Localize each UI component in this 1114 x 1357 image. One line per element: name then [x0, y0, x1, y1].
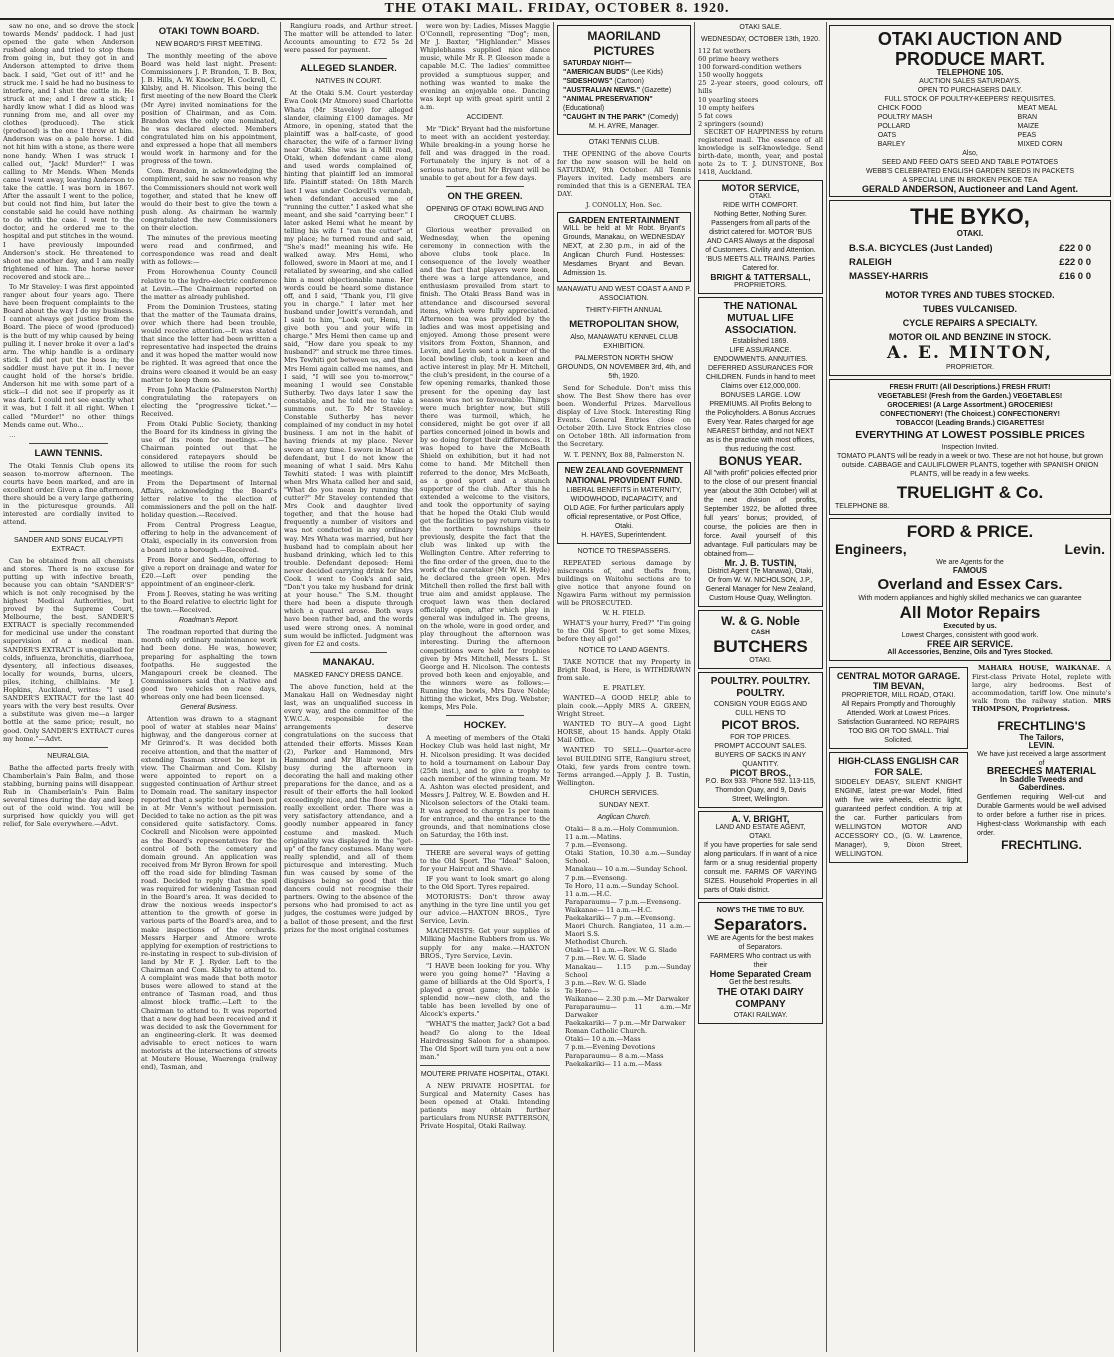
ad-text: TELEPHONE 88. [835, 503, 890, 511]
ad-title: GARDEN ENTERTAINMENT [568, 214, 680, 225]
ad-title: EVERYTHING AT LOWEST POSSIBLE PRICES [855, 429, 1085, 442]
hospital-heading: MOUTERE PRIVATE HOSPITAL, OTAKI. [420, 1070, 550, 1078]
ad-text: FOR TOP PRICES. [730, 733, 791, 741]
paragraph: REPEATED serious damage by miscreants of, and thefts from, buildings on Waitohu sections are to give notice that anyone found on Ngawira Farm without my permission will be PROSECUTED. [557, 558, 691, 608]
church-service-item: Waikanae— 2.30 p.m.—Mr Darwaker [565, 994, 689, 1003]
sale-item: 2 springers (sound) [698, 119, 764, 128]
ad-text: H. HAYES, Superintendent. [581, 531, 667, 539]
hockey-heading: HOCKEY. [463, 720, 507, 732]
ad-title: A. E. MINTON, [887, 343, 1053, 364]
manakau-heading: MANAKAU. [322, 656, 375, 668]
ad-text: The Tailors, [1019, 733, 1064, 743]
signature: E. PRATLEY. [603, 683, 645, 692]
column-rule [694, 22, 695, 1352]
ad-text: Gentlemen requiring Well-cut and Durable Garments would be well advised to order before a further rise in prices. Highest-class Workmanship with each order. [977, 793, 1106, 837]
notice-heading: Also, MANAWATU KENNEL CLUB EXHIBITION. [570, 333, 678, 350]
auction-item: MAIZE [1017, 123, 1039, 131]
sale-item: 100 forward-condition wethers [698, 63, 802, 72]
ad-text: OTAKI. [749, 656, 772, 664]
masthead: THE OTAKI MAIL. FRIDAY, OCTOBER 8. 1920. [0, 0, 1114, 20]
auction-item: POLLARD [877, 123, 911, 131]
ad-title: GERALD ANDERSON, Auctioneer and Land Agent. [861, 184, 1078, 195]
town-board-heading: OTAKI TOWN BOARD. [158, 26, 260, 37]
ad-title: PICOT BROS., [729, 767, 791, 778]
auction-item: BARLEY [877, 141, 906, 149]
sale-item: 5 fat cows [698, 111, 733, 120]
notice-heading: MANAWATU AND WEST COAST A AND P. ASSOCIATION. [557, 285, 691, 302]
garden-entertainment-ad [557, 212, 691, 282]
column-7 [829, 22, 1111, 1352]
classified-ad: "WHAT'S the matter, Jack? Got a bad head? Go along to the Ideal Hairdressing Saloon for a shampoo. The Old Sport will turn you out a new man." [420, 1020, 550, 1061]
sale-item: 10 empty heifers [698, 103, 755, 112]
auction-item: POULTRY MASH [877, 114, 933, 122]
church-service-item: 7 p.m.—Evensong. [565, 873, 628, 882]
classified-ad: "I HAVE been looking for you. Why were you going home?" "Having a game of billiards at the Old Sport's, I played a great game; the table is splendid now—new cloth, and the table has been levelled by one of Alcock's experts." [420, 961, 550, 1019]
ad-title: BONUS YEAR. [718, 453, 803, 468]
neuralgia-heading: NEURALGIA. [47, 752, 90, 760]
ad-title: PICOT BROS. [721, 717, 800, 732]
church-service-item: Roman Catholic Church. [565, 1027, 648, 1036]
church-service-item: Paraparaumu— 8 a.m.—Mass [565, 1051, 664, 1060]
notice-heading: PALMERSTON NORTH SHOW GROUNDS, ON NOVEMBER 3rd, 4th, and 5th, 1920. [557, 354, 691, 380]
ad-text: If you have properties for sale send along particulars. If in want of a nice farm or a snug residential property consult me. FARMS OF VARYING SIZES. Household Properties in all parts of Otaki district. [704, 842, 817, 895]
sale-item: 60 prime heavy wethers [698, 55, 779, 64]
provident-fund-ad [557, 462, 691, 544]
auction-item: CHICK FOOD [877, 105, 922, 113]
signature: W. T. PENNY, Box 88, Palmerston N. [563, 450, 685, 459]
ad-text: PROMPT ACCOUNT SALES. [714, 742, 807, 750]
classified-ad: WANTED TO SELL—Quarter-acre level BUILDING SITE, Rangiuru street, Otaki, few yards from centre town. Terms arranged.—Apply J. B. Tustin, Wellington. [557, 746, 691, 787]
ad-text: LIFE ASSURANCE. ENDOWMENTS. ANNUITIES. DEFERRED ASSURANCES FOR CHILDREN. Funds in hand to meet Claims over £12,000,000. BONUSES LARGE. LOW PREMIUMS. All Profits Belong to the Policyholders. A Bonus Accrues Every Year. Rates charged for age NEAREST birthday, and not NEXT as is the practice with most offices, thus reducing the cost. [705, 346, 816, 453]
ad-title: FRECHTLING. [1001, 837, 1082, 852]
paragraph: A meeting of members of the Otaki Hockey Club was held last night, Mr H. Nicolson presiding. It was decided to hold a tournament on Labour Day (25th inst.), and to give a trophy to each member of the winning team. Mr A. Ashton was elected president, and Messrs J. Paltrey, W. E. Bowden and H. Nicolson selectors of the Otaki team. It was agreed to charge 1s per team for entrance, and the entrance to the grounds, and that nominations close on Saturday, the 16th inst. [420, 734, 550, 840]
church-service-item: Otaki— 8 a.m.—Holy Communion. [565, 824, 680, 833]
ad-text: AUCTION SALES SATURDAYS. [919, 78, 1021, 86]
ad-text: WEBB'S CELEBRATED ENGLISH GARDEN SEEDS IN PACKETS [865, 168, 1074, 176]
church-service-item: Paekakariki— 7 p.m.—Evensong. [565, 913, 676, 922]
church-service-item: Methodist Church. [565, 938, 628, 947]
ad-text: All Repairs Promptly and Thoroughly Attended. Work at Lowest Prices. Satisfaction Guaranteed. NO REPAIRS TOO BIG OR TOO SMALL. Trial Solicited. [837, 700, 960, 744]
notice-heading: NOTICE TO TRESPASSERS. [577, 547, 671, 555]
film-item: "ANIMAL PRESERVATION" (Educational) [563, 96, 653, 112]
ad-text: LIBERAL BENEFITS in MATERNITY, WIDOWHOOD, INCAPACITY, and OLD AGE. For further particulars apply official representative, or Post Office, Otaki. [563, 486, 685, 530]
sale-item: 112 fat wethers [698, 47, 751, 55]
column-rule [137, 22, 138, 1352]
paragraph: From Borer and Seddon, offering to give a report on drainage and water for £20.—Left over pending the appointment of an engineer-clerk. [141, 555, 277, 588]
paragraph: Glorious weather prevailed on Wednesday, when the opening ceremony in connection with the above clubs took place. In consequence of the lovely weather and the fact that players were keen, there was a large attendance, and enthusiasm prevailed from start to finish. The Otaki Brass Band was in attendance and discoursed several items, which were fully appreciated. Afternoon tea was provided by the ladies and was most appetising and enjoyed. Among those present were visitors from Foxton, Shannon, and Levin, and Levin sent a number of the local bowling club, took a keen and active interest in play. Mr H. Mitchell, the club's president, in the course of a few opening remarks, thanked those present for the opening day last season was not so favourable. Things were much brighter now, but still there was turmoil, which, he considered, might be got over if all parties concerned joined in bowls and by so doing forget their differences. It was hoped to have the McBeath Shield on exhibition, but it had not come to hand. Mr Mitchell then referred to the donor, Mrs McBeath, as a good sport and a staunch supporter of the club. After this he extended a welcome to the visitors, and took the opportunity of saying that he hoped the Otaki Club would get the facilities to pay return visits to the northern townships their previously, despite the fact that the club was linked up with the Wellington Centre. After referring to the fine order of the green, due to the work of the caretaker (Mr W. H. Hyde) he declared the green open. Mrs Mitchell then rolled the first ball with true aim and amidst applause. The croquet lawn was then declared officially open, after which play in general was indulged in. The greens, on the whole, were in good order, and play throughout the afternoon was interesting. During the afternoon competitions were held for trophies given by Mrs Mitchell, Messrs L. St George and H. Nicolson. The contests proved both keen and enjoyable, and the winners were as follows:—Running the bowls, Mrs Dave Noble; hitting the wicket, Mrs Dug. Webster; kemps, Mrs Pole. [420, 225, 550, 712]
car-for-sale-ad [829, 752, 968, 863]
ad-text: OTAKI. [956, 229, 984, 239]
auction-mart-ad [829, 25, 1111, 197]
church-service-item: Waikanae— 11 a.m.—H.C. [565, 905, 653, 914]
ad-text: We have just received a large assortment of [977, 751, 1106, 768]
classified-ad: THERE are several ways of getting to the Old Sport. The "Ideal" Saloon, for your Haircut and Shave. [420, 848, 550, 873]
ad-text: FULL STOCK OF POULTRY-KEEPERS' REQUISITES. [884, 96, 1056, 104]
ad-text: OTAKI RAILWAY. [733, 1012, 788, 1020]
ad-text: PROPRIETOR. [945, 364, 995, 372]
ad-text: OPEN TO PURCHASERS DAILY. [917, 87, 1023, 95]
signature: J. CONOLLY, Hon. Sec. [585, 200, 663, 209]
film-item: "AMERICAN BUDS" (Lee Kids) [563, 69, 663, 76]
story-filler: … [9, 430, 16, 439]
auction-item: BRAN [1017, 114, 1037, 122]
church-service-item: Manakau— 10 a.m.—Sunday School. [565, 865, 688, 874]
slander-heading: ALLEGED SLANDER. [300, 63, 397, 75]
auction-item: MIXED CORN [1017, 141, 1063, 149]
column-rule [280, 22, 281, 1352]
ad-text: GROCERIES! (A Large Assortment.) GROCERIES! [887, 402, 1053, 410]
ad-text: PROPRIETORS. [734, 281, 787, 289]
sale-date: WEDNESDAY, OCTOBER 13th, 1920. [700, 36, 821, 43]
paragraph: TAKE NOTICE that my Property in Bright Road, is Here, is WITHDRAWN from sale. [557, 657, 691, 682]
ad-title: Separators. [713, 915, 808, 935]
paragraph: Send for Schedule. Don't miss this show. The Best Show there has ever been. Wonderful Prizes. Marvellous display of Live Stock. Interesting Ring Events. General Entries close on October 20th. Live Stock Entries close on October 18th. All information from the Secretary. [557, 383, 691, 449]
ad-text: Get the best results. [729, 979, 792, 987]
paragraph: From John Mackie (Palmerston North) congratulating the ratepayers on electing the "progressive ticket."—Received. [141, 385, 277, 419]
show-title: METROPOLITAN SHOW, [569, 318, 679, 330]
sanders-body: Can be obtained from all chemists and stores. There is no excuse for putting up with infective breath, because you can obtain "SANDER'S" which is not only recognised by the highest Medical Authorities, but proved by the Supreme Court, Melbourne, the best. SANDER'S EXTRACT is specially recommended for medicinal use under the constant supervision of a medical man. SANDER'S EXTRACT is unequalled for colds, influenza, bronchitis, diarrhoea, dysentery, all infectious diseases, locally for wounds, burns, ulcers, piles, itching, chilblains. Mr J. Hopkins, Auckland, writes: "I used SANDER'S EXTRACT for the last 40 years with the very best results. Over a substitute was given me—a larger bottle at the same price; result, no good. Only SANDER'S EXTRACT cures my home."—Advt. [3, 556, 134, 743]
paragraph: The minutes of the previous meeting were read and confirmed, and correspondence was read and dealt with as follows:— [141, 234, 277, 267]
otaki-dairy-ad [698, 902, 823, 1024]
paragraph: At the Otaki S.M. Court yesterday Ewa Cook (Mr Atmore) sued Charlotte Whata (Mr Staveley) for alleged slander, claiming £100 damages. Mr Atmore, in opening, stated that the plaintiff was a half-caste, of good character, the wife of a farmer living near Otaki. She was in a Mill road, Otaki, when defendant came along and used words complained of, hinting that plaintiff led an immoral life. Plaintiff stated: On 18th March last I was under Cockrell's verandah, when defendant accused me of "running the cutter." I asked what she meant, and she said "carrying beer." I later asked Hemi what he meant by telling his wife I "ran the cutter" at my place; he turned round and said, "She's mad!" meaning his wife. He walked away. Mrs Hemi, who followed, swore in Maori at me, and I retaliated by swearing, and she called him a most objectionable name. Her words could be heard some distance off, and I said, "Thank you, I'll give you in charge." I later met her husband under Jowitt's verandah, and I said to him, "Look out, Hemi, I'll give both you and your wife in charge." Mrs Hemi then came up and said, "How dare you speak to my husband?" and struck me three times. Mrs Tewhiti got between us, and then Mrs Hemi again called me names, and I said, "I will see you to-morrow," meaning I would see Constable Sutherby. Two days later I saw the constable, and he told me to take a summons out. To Mr Staveley: Constable Sutherby has never complained of my conduct in my hotel business. I am not in the habit of having friends at my place. Never swore at any time. I swore in Maori at defendant, but I do not know the meaning of what I said. Mrs Kahu Tewhiti stated: I was with plaintiff when Mrs Whata called her and said, "What do you mean by running the cutter?" Mr Staveley contended that Mrs Cook and daughter lived together, and that the house had frequently a number of visitors and was not conducted in any ordinary way. Mrs Whata was married, but her husband had to complain about her husband drinking, which led to this trouble. Defendant deposed: Hemi never decided carrying drink for Mrs Cook. I went to Cook's and said, "Don't you take my husband for drink at your house." The S.M. thought there had been a dispute through which a quarrel arose. Both ways have been rather bad, and the words used were strong ones. A nominal sum would be inflicted. Judgment was given for £2 and costs. [284, 89, 413, 648]
notice-heading: CHURCH SERVICES. [589, 789, 659, 797]
paragraph: THE OPENING of the above Courts for the new season will be held on SATURDAY, 9th October. All Tennis Players invited. Lady members are reminded that this is a GENERAL TEA DAY. [557, 150, 691, 199]
film-item: "AUSTRALIAN NEWS." (Gazette) [563, 87, 672, 94]
paragraph: From Otaki Public Society, thanking the Board for its kindness in giving the use of its room for meetings.—The Chairman pointed out that he considered ratepayers should be allowed to utilise the room for such meetings. [141, 420, 277, 477]
ad-text: CONFECTIONERY! (The Choicest.) CONFECTIONERY! [880, 411, 1060, 419]
ad-text: Executed by us. [943, 623, 997, 631]
paragraph: Com. Brandon, in acknowledging the compliment, said he saw no reason why the Commissioners should not work well together, and stated that he knew off would do their best to give the town a push along. As chairman he warmly congratulated the new Commissioners on their election. [141, 167, 277, 232]
ad-text: SEED AND FEED OATS SEED AND TABLE POTATOES [881, 159, 1059, 167]
ad-text: TUBES VULCANISED. [922, 304, 1017, 315]
ford-subline: Engineers, Levin. [835, 541, 1105, 558]
paragraph: The above function, held at the Manakau Hall on Wednesday night last, was an unqualified success in every way, and the committee of the Y.W.C.A. responsible for the arrangements deserve congratulations on the success that attended their efforts. Misses Kean (2), Parker and Hammond, Mrs Hammond and Mr Blair were very busy during the afternoon in decorating the hall and making other preparations for the dance, and as a result of their efforts the hall looked exceedingly nice, and the floor was in really excellent order. There was a very satisfactory attendance, and a goodly number appeared in fancy costume and masked. Much originality was displayed in the "get-up" of the fancy costumes. Many were really splendid, and all of them picturesque and interesting. Much fun was caused by some of the disguises being so good that the dancers could not recognise their partners. Owing to the absence of the persons who had promised to act as judges, the costumes were judged by a ballot of those present, and the first prizes for the most original costumes [284, 682, 413, 934]
column-5 [557, 22, 691, 1352]
paragraph: Mr "Dick" Bryant had the misfortune to meet with an accident yesterday. While breaking-in a young horse he fell and was dragged in the road. Fortunately the injury is not of a serious nature, but Mr Bryant will be unable to get about for a few days. [420, 125, 550, 182]
ad-text: CASH [751, 628, 770, 636]
ad-title: MAORILAND PICTURES [587, 29, 661, 58]
church-service-item: Otaki— 10 a.m.—Mass [565, 1035, 641, 1044]
ad-text: FREE AIR SERVICE. [926, 639, 1014, 650]
ad-title: BRIGHT & TATTERSALL, [710, 271, 811, 282]
church-service-item: Otaki— 11 a.m.—Rev. W. G. Slade [565, 946, 677, 955]
ad-text: VEGETABLES! (Fresh from the Garden.) VEGETABLES! [877, 393, 1063, 401]
ford-price-ad [829, 518, 1111, 661]
ad-text: TOMATO PLANTS will be ready in a week or two. These are not hot house, but grown outside. CABBAGE and CAULIFLOWER PLANTS, together with SPANISH ONION PLANTS, will be ready in a few weeks. [837, 453, 1103, 479]
ad-title: BUTCHERS [713, 636, 808, 656]
classified-ad: WANTED TO BUY—A good Light HORSE, about 15 hands. Apply Otaki Mail Office. [557, 720, 691, 745]
ad-text: WE are Agents for the best makes of Separators. [707, 935, 814, 952]
central-garage-ad [829, 667, 968, 748]
signature: W. H. FIELD. [602, 609, 646, 618]
classified-ad: WHAT'S your hurry, Fred?" "I'm going to the Old Sport to get some Mixes, before they all go!" [557, 619, 691, 644]
ad-title: THE NATIONAL MUTUAL LIFE ASSOCIATION. [723, 300, 798, 336]
neuralgia-body: Bathe the affected parts freely with Chamberlain's Pain Balm, and those stabbing, burning pains will disappear. Rub in Chamberlain's Pain Balm several times during the day and keep out of the cold wind. You will be surprised how quickly you will get relief, for Sale everywhere.—Advt. [3, 763, 134, 829]
classified-ad: MACHINISTS: Get your supplies of Milking Machine Rubbers from us. We supply for any make.—HAXTON BROS., Tyre Service, Levin. [420, 927, 550, 960]
fresh-fruit-ad [829, 379, 1111, 515]
ad-text: FAMOUS [952, 566, 988, 576]
ad-text: All Accessories, Benzine, Oils and Tyres Stocked. [887, 649, 1053, 657]
lawn-tennis-heading: LAWN TENNIS. [34, 447, 103, 459]
ad-text: Nothing Better, Nothing Surer. Passengers from all parts of the district catered for. MOTOR 'BUS AND CARS Always at the disposal of Customers. Civility and Attention. 'BUS MEETS ALL TRAINS. Parties Catered for. [705, 210, 816, 272]
manakau-subheading: MASKED FANCY DRESS DANCE. [293, 671, 404, 679]
notice-heading: NOTICE TO LAND AGENTS. [578, 646, 670, 654]
general-business-heading: General Business. [180, 704, 238, 712]
ad-text: NOW'S THE TIME TO BUY. [716, 907, 805, 915]
story-continued: saw no one, and so drove the stock towards Mends' paddock. I had just opened the gate when Anderson rushed along and tried to stop them from going in, but they got in and Anderson attempted to drive them back. I said, "Get out of it!" and he struck me. I said he had no business to interfere, and I shut the cattle in. He struck at me; and I drew a stick; I hardly know what I did as blood was running from me, and all over my clothes (produced). The stick (produced) is the one I threw at him. Anderson was on a pale horse. I did not hit him with a stone, as there were none handy. When I was struck I called out, "Jack! Murder!" I was calling to Mr Mends. When Mends came I went away, leaving Anderson to take the cattle. I was born in 1867. After the assault I went to the police, but could not find him, but later the constable said he could have nothing to do with the case. I went to the doctor, and he ordered me to the hospital and put stitches in the wound. I have previously impounded Anderson's stock. He threatened to shoot me another day, and I am really frightened of him. The horse never recovered and stock are... [3, 22, 134, 281]
paragraph: From J. Reeves, stating he was writing to the Board relative to electric light for the town.—Received. [141, 590, 277, 615]
ad-title: TRUELIGHT & Co. [896, 483, 1044, 503]
slander-subheading: NATIVES IN COURT. [315, 78, 382, 86]
church-service-item: Te Horo, 11 a.m.—Sunday School. [565, 881, 679, 890]
national-mutual-ad [698, 297, 823, 607]
ad-title: FRECHTLING'S [997, 719, 1086, 734]
ad-text: In Saddle Tweeds and Gaberdines. [1000, 775, 1083, 793]
ad-text: We are Agents for the [936, 559, 1004, 567]
green-subheading: OPENING OF OTAKI BOWLING AND CROQUET CLUBS. [426, 205, 544, 222]
bottom-right-column [972, 664, 1111, 865]
maoriland-pictures-ad [557, 25, 691, 135]
paragraph: The roadman reported that during the month only ordinary maintenance work had been done. He was, however, preparing for asphalting the town footpaths. He suggested the Mangapouri creek be cleaned. The Commissioners said that a Native and good two vehicles on race days, whereas only one had been licensed. [141, 628, 277, 702]
ad-title: FORD & PRICE. [906, 522, 1034, 542]
ad-text: MOTOR OIL AND BENZINE IN STOCK. [888, 332, 1052, 343]
ad-text: With modern appliances and highly skilled mechanics we can guarantee [858, 595, 1082, 603]
film-item: "CAUGHT IN THE PARK" (Comedy) [563, 114, 679, 121]
bright-land-agent-ad [698, 811, 823, 899]
notice-heading: THIRTY-FIFTH ANNUAL [585, 306, 663, 314]
sale-heading: OTAKI SALE. [739, 24, 782, 31]
notice-heading: OTAKI TENNIS CLUB. [588, 139, 660, 146]
ad-text: Inspection Invited. [941, 444, 999, 452]
paragraph: From the Department of Internal Affairs, acknowledging the Board's letter relative to the election of commissioners and the poll on the half-holiday question.—Received. [141, 478, 277, 520]
column-1 [3, 22, 134, 1352]
church-service-item: Paekakariki— 11 a.m.—Mass [565, 1059, 662, 1068]
auction-items-right [1018, 104, 1063, 149]
bicycle-row: MASSEY-HARRIS £16 0 0 [849, 271, 1091, 283]
ad-title: Home Separated Cream [709, 969, 812, 980]
ad-title: All Motor Repairs [899, 603, 1041, 623]
ad-text: LEVIN. [1028, 741, 1055, 751]
ad-title: POULTRY. POULTRY. POULTRY. [710, 675, 811, 699]
ad-text: LAND AND ESTATE AGENT, OTAKI. [715, 824, 806, 841]
notice-heading: SUNDAY NEXT. [598, 801, 650, 809]
mahara-house-ad: MAHARA HOUSE, WAIKANAE. A First-class Private Hotel, replete with large, airy bedrooms. Best of accommodation, tariff low. One minute's walk from the railway station. MRS THOMPSON, Proprietress. [972, 664, 1111, 713]
picot-bros-ad [698, 672, 823, 808]
ad-title: CENTRAL MOTOR GARAGE. [836, 671, 961, 682]
story-cross-exam: To Mr Staveley: I was first appointed ranger about four years ago. There have been frequent complaints to the Board about the way I do my business. I cannot always get justice from the Board. The piece of wood (produced) is the butt of my whip caused by being pulling it. I never broke it over a lad's arm. The whip handle is a ordinary stick. I did not put the boss in; the saddler must have put it in. I never caught hold of the horse's bridle. Anderson hit me with some part of a stick—I did not see if properly as it was dark. I could not see exactly what it was, but I felt it all right. When I called "Murder!" no other things Mends came out. Who... [3, 283, 134, 429]
column-6 [698, 22, 823, 1352]
auction-item: OATS [877, 132, 897, 140]
film-item: "SIDESHOWS" (Cartoon) [563, 78, 644, 85]
sale-item: 150 woolly hoggets [698, 71, 763, 80]
paragraph: From Central Progress League, offering to help in the advancement of Otaki, especially in its conversion from a board into a borough.—Received. [141, 521, 277, 554]
church-service-item: 7 p.m.—Rev. W. G. Slade [565, 954, 647, 963]
paragraph: From Horowhenua County Council relative to the hydro-electric conference at Levin.—The Chairman reported on the matter as already published. [141, 268, 277, 301]
ad-title: OTAKI AUCTION AND PRODUCE MART. [877, 29, 1063, 69]
church-service-item: 7 p.m.—Evening Devotions [565, 1043, 656, 1052]
ad-text: M. H. AYRE, Manager. [589, 123, 659, 130]
church-service-item: Maori Church. Rangiatea, 11 a.m.—Maori S.S. [565, 922, 691, 939]
sale-item: 10 yearling steers [698, 95, 759, 104]
ad-text: PROPRIETOR, MILL ROAD, OTAKI. [841, 691, 956, 699]
column-2 [141, 22, 277, 1352]
ad-title: TIM BEVAN, [872, 681, 925, 692]
classified-ad: WANTED—A GOOD HELP, able to plain cook.—Apply MRS A. GREEN, Wright Street. [557, 693, 691, 719]
ad-text: Also, [962, 150, 978, 158]
frechtling-ad [972, 716, 1111, 855]
church-service-item: Otaki Station, 10.30 a.m.—Sunday School. [565, 849, 691, 866]
paragraph: SECRET OF HAPPINESS by return registered mail. The essence of all knowledge is self-knowledge. Send birth-date, month, year, and postal note 2s to T. J. DUNSTONE, Box 1418, Auckland. [698, 127, 823, 177]
noble-butchers-ad [698, 610, 823, 669]
bicycle-row: B.S.A. BICYCLES (Just Landed) £22 0 0 [849, 243, 1091, 255]
ad-text: All "with profit" policies effected prior to the close of our present financial year (about the 30th October) will at the next division of profits, September 1922, be allotted three full years' bonus; provided, of course, the policies are then in force. Avail yourself of this advantage. Full particulars may be obtained from— [704, 469, 817, 558]
church-service-item: Manakau— 1.15 p.m.—Sunday School [565, 962, 691, 979]
bicycle-price-list [835, 238, 1105, 288]
ad-title: W. & G. Noble [721, 613, 800, 628]
church-service-item: Paraparaumu— 11 a.m.—Mr Darwaker [565, 1003, 691, 1020]
ad-text: TOBACCO! (Leading Brands.) CIGARETTES! [895, 420, 1045, 428]
ad-title: Overland and Essex Cars. [877, 576, 1063, 594]
classified-ad: MOTORISTS: Don't throw away anything in the tyre line until you get our advice.—HAXTON BROS., Tyre Service, Levin. [420, 893, 550, 926]
paragraph: A NEW PRIVATE HOSPITAL for Surgical and Maternity Cases has been opened at Otaki. Intending patients may obtain further particulars from NURSE PATTERSON, Private Hospital, Otaki Railway. [420, 1081, 550, 1131]
ad-text: FARMERS Who contract us with their [710, 953, 811, 970]
column-4 [420, 22, 550, 1352]
ad-text: CONSIGN YOUR EGGS AND CULL HENS TO [713, 700, 808, 717]
ad-text: MOTOR TYRES AND TUBES STOCKED. [885, 290, 1055, 301]
ad-title: THE BYKO, [910, 204, 1030, 230]
ad-text: WILL be held at Mr Robt. Bryant's Grounds, Manakau, on WEDNESDAY NEXT, at 2.30 p.m., in aid of the Anglican Church Fund. Hostesses: Mesdames Bryant and Bevan. Admission 1s. [563, 224, 685, 277]
church-service-item: 7 p.m.—Evensong. [565, 841, 628, 850]
classified-ad: IF you want to look smart go along to the Old Sport. Tyres repaired. [420, 874, 550, 891]
column-rule [416, 22, 417, 1352]
ad-title: THE OTAKI DAIRY COMPANY [717, 987, 804, 1011]
sanders-heading: SANDER AND SONS' EUCALYPTI EXTRACT. [14, 536, 123, 553]
church-services-list [557, 825, 691, 1068]
motor-service-ad [698, 180, 823, 294]
bicycle-row: RALEIGH £22 0 0 [849, 257, 1091, 269]
paragraph: Rangiuru roads, and Arthur street. The matter will be attended to later. Accounts amounting to £72 5s 2d were passed for payment. [284, 22, 413, 55]
byko-ad [829, 200, 1111, 376]
ad-text: Established 1869. [732, 337, 789, 345]
paragraph: The monthly meeting of the above Board was held last night. Present: Commissioners J. P. Brandon, T. B. Box, J. B. Hills, A. W. Knocker, H. Cockrell, C. Kilsby, and H. Nicolson. This being the first meeting of the new Board the Clerk (Mr Ayre) invited nominations for the position of Chairman, and as Com. Brandon was the only one nominated, he was declared elected. Members congratulated him on his appointment, and expressed a hope that all members would work in harmony and for the progress of the town. [141, 52, 277, 166]
ad-title: BREECHES MATERIAL [986, 766, 1097, 778]
church-service-item: Paekakariki— 7 p.m.—Mr Darwaker [565, 1019, 686, 1028]
ad-title: MOTOR SERVICE, [721, 182, 800, 193]
ad-text: FRESH FRUIT! (All Descriptions.) FRESH FRUIT! [889, 384, 1051, 392]
auction-item: MEAT MEAL [1017, 105, 1058, 113]
film-list [563, 68, 685, 122]
auction-items [835, 104, 1105, 149]
church-service-item: 11 a.m.—H.C. [565, 889, 612, 898]
ad-text: SATURDAY NIGHT— [563, 60, 632, 67]
ad-text: RIDE WITH COMFORT. [723, 201, 798, 209]
paragraph: Attention was drawn to a stagnant pool of water at stables near Mains' highway, and the dangerous corner at Mr Grinrod's. It was decided both receive attention, and that the matter of extending Tasman street be kept in view. The Chairman and Com. Kilsby were appointed to report on a suggested continuation of Arthur street to Domain road. The sanitary inspector reported that a septic tool had been put in at Mr Venn's without permission. Decided to take no action as the pit was considered quite satisfactory. Coms. Cockrell and Nicolson were appointed as the Board's representatives for the control of both the cemetery and domain ground. An application was received from Mr Byron Brown for spoil off the road side for blinding Tasman road. Decided to reply that the spoil was required for widening Tasman road in the Board's area. It was decided to draw the noxious weeds inspector's attention to the growth of gorse in various parts of the Board's area, and to make inspections of the orchards. Messrs Harper and Atmore wrote applying for exemption of restrictions to re-instating in respect to sub-division of land by Mr F. J. Ryder. Left to the Chairman and Com. Kilsby to attend to. A complaint was made that both motor buses were allowed to stand at the entrance of Tasman road, and thus almost block traffic.—Left to the Chairman to attend to. It was reported that a new dog had been received and it was decided to ask the Government for an engineering-clerk. It was deemed advisable to erect notices to warn motorists at the intersections of streets at Moutere House, Waerenga (railway end), Tasman, and [141, 715, 277, 1072]
roadman-heading: Roadman's Report. [178, 617, 240, 625]
ad-text: CYCLE REPAIRS A SPECIALTY. [902, 318, 1038, 329]
ad-text: OTAKI. [749, 192, 772, 200]
church-service-item: Te Horo— [565, 986, 599, 995]
ad-text: P.O. Box 933. 'Phone 592. 113-115, Thorndon Quay, and 9, Davis Street, Wellington. [705, 777, 816, 803]
sale-list [698, 47, 823, 128]
ad-title: Mr. J. B. TUSTIN, [724, 557, 797, 568]
notice-heading: Anglican Church. [597, 813, 651, 821]
paragraph: were won by: Ladies, Misses Maggie O'Connell, representing "Dog"; men, Mr J. Baxter, "Highlander." Misses Whiplebhams supplied nice dance music, while Mr R. P. Gleeson made a capable M.C. The ladies' committee provided a sumptuous supper, and nothing was wanted to make the evening an enjoyable one. Dancing was kept up with great spirit until 2 a.m. [420, 22, 550, 111]
ad-text: SIDDELEY DEASY, SILENT KNIGHT ENGINE, latest pre-war Model, fitted with five wire wheels, electric light, guaranteed perfect condition. A trip at the car. Further particulars from WELLINGTON MOTOR AND ACCESSORY CO., (G. W. Lawrence, Manager), 9, Dixon Street, WELLINGTON. [835, 778, 962, 858]
column-3 [284, 22, 413, 1352]
ad-text: Lowest Charges, consistent with good work. [901, 632, 1039, 640]
ad-text: BUYERS OF SACKS IN ANY QUANTITY. [714, 751, 807, 768]
church-service-item: 3 p.m.—Rev. W. G. Slade [565, 978, 647, 987]
ad-title: NEW ZEALAND GOVERNMENT NATIONAL PROVIDENT FUND. [564, 465, 684, 485]
ad-title: A. V. BRIGHT, [731, 813, 790, 824]
bottom-left-column [829, 664, 968, 865]
ad-text: TELEPHONE 105. [936, 68, 1004, 77]
auction-items-left [878, 104, 932, 149]
paragraph: From the Dominion Trustees, stating that the matter of the Taumata drains, over which there had been trouble, would receive attention.—It was stated that since the letter had been written a representative had inspected the drains and it was hoped the matter would now be righted. It was agreed that once the drains were cleaned it would be an easy matter to keep them so. [141, 302, 277, 384]
ad-text: District Agent (Te Manawa), Otaki, Or from W. W. NICHOLSON, J.P., General Manager for New Zealand, Custom House Quay, Wellington. [705, 567, 816, 602]
bottom-ads-row [829, 664, 1111, 865]
green-heading: ON THE GREEN. [447, 190, 523, 202]
column-rule [826, 22, 827, 1352]
auction-item: PEAS [1017, 132, 1037, 140]
lawn-tennis-body: The Otaki Tennis Club opens its season to-morrow afternoon. The courts have been marked, and are in excellent order. Given a fine afternoon, there should be a very large gathering in the picturesque grounds. All interested are cordially invited to attend. [3, 461, 134, 527]
ad-text: A SPECIAL LINE IN BROKEN PEKOE TEA [902, 177, 1038, 185]
accident-heading: ACCIDENT. [466, 114, 504, 122]
sale-item: 25 2-year steers, good colours, off hills [698, 79, 823, 96]
town-board-subheading: NEW BOARD'S FIRST MEETING. [155, 41, 263, 48]
ad-title: HIGH-CLASS ENGLISH CAR FOR SALE. [838, 755, 959, 777]
column-rule [553, 22, 554, 1352]
church-service-item: Paraparaumu— 7 p.m.—Evensong. [565, 897, 681, 906]
church-service-item: 11 a.m.—Matins. [565, 833, 622, 842]
